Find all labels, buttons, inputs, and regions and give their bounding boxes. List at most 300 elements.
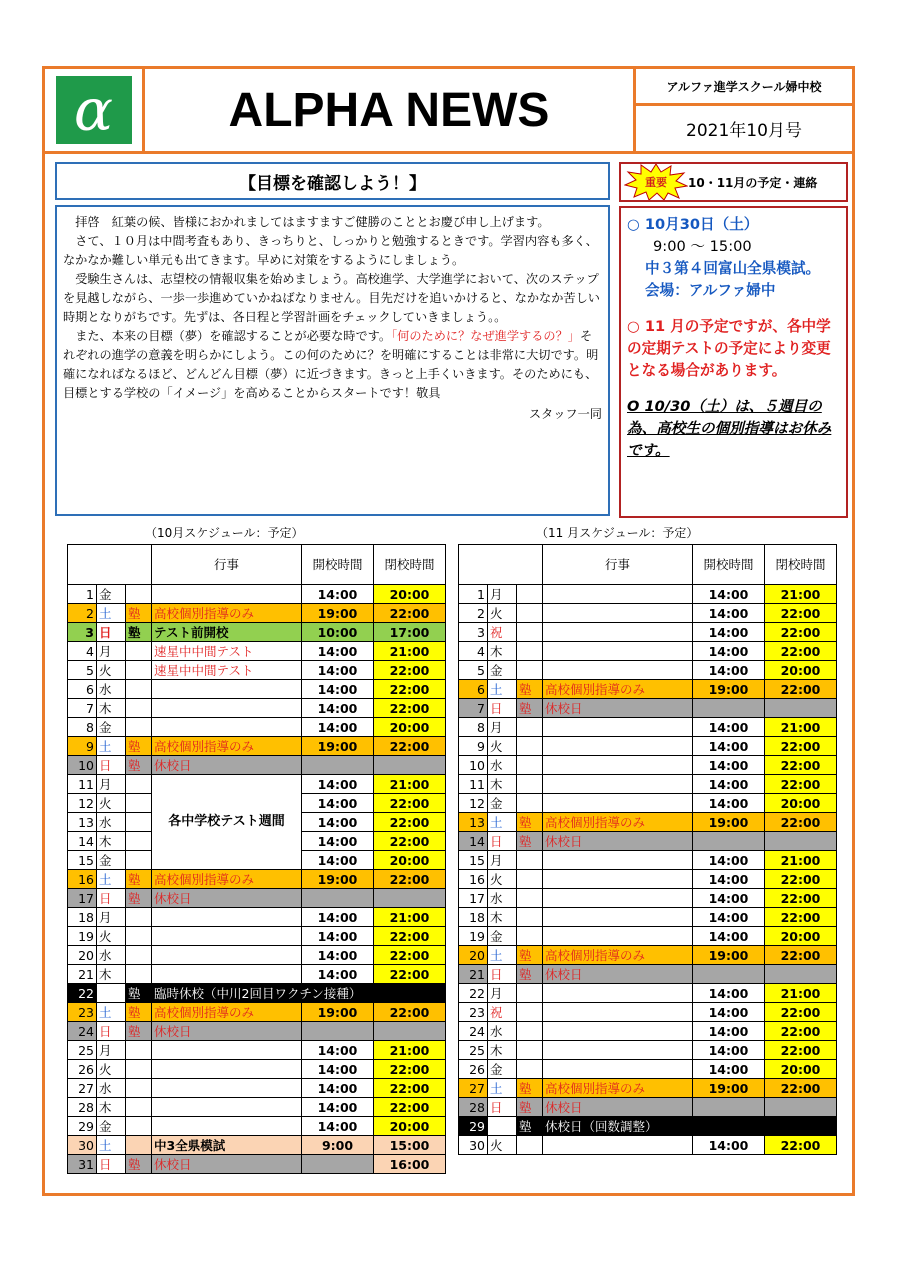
close-time: 22:00 <box>765 756 837 775</box>
weekday: 日 <box>488 965 517 984</box>
event: 中3全県模試 <box>152 1136 302 1155</box>
day-number: 21 <box>68 965 97 984</box>
juku-mark: 塾 <box>517 832 543 851</box>
day-number: 7 <box>68 699 97 718</box>
event: 休校日 <box>543 1098 693 1117</box>
table-row <box>68 1098 446 1117</box>
table-row <box>68 775 446 794</box>
table-row <box>68 680 446 699</box>
weekday: 木 <box>488 908 517 927</box>
weekday: 火 <box>488 737 517 756</box>
event: 休校日 <box>152 1155 302 1174</box>
important-badge: 重要 <box>645 176 667 189</box>
open-time: 14:00 <box>302 585 374 604</box>
open-time: 14:00 <box>302 927 374 946</box>
juku-mark <box>126 1079 152 1098</box>
day-number: 18 <box>68 908 97 927</box>
day-number: 24 <box>459 1022 488 1041</box>
day-number: 6 <box>68 680 97 699</box>
juku-mark <box>517 794 543 813</box>
close-time: 22:00 <box>374 1098 446 1117</box>
day-number: 22 <box>459 984 488 1003</box>
weekday: 日 <box>97 1022 126 1041</box>
day-number: 25 <box>459 1041 488 1060</box>
close-time: 20:00 <box>374 718 446 737</box>
open-time-none <box>302 1155 374 1174</box>
close-time: 22:00 <box>374 946 446 965</box>
day-number: 26 <box>68 1060 97 1079</box>
weekday: 金 <box>97 984 126 1003</box>
weekday: 月 <box>97 908 126 927</box>
weekday: 火 <box>97 1060 126 1079</box>
table-row <box>459 623 837 642</box>
letter-paragraph: 受験生さんは、志望校の情報収集を始めましょう。高校進学、大学進学において、次のステップを見越しながら、一歩一歩進めていかねばなりません。目先だけを追いかけると、なかなか苦しい時期となりがちです。先ずは、各日程と学習計画をチェックしていきましょう。。 <box>63 272 600 324</box>
close-time: 21:00 <box>765 585 837 604</box>
close-time: 20:00 <box>374 851 446 870</box>
juku-mark: 塾 <box>126 604 152 623</box>
open-time: 14:00 <box>693 794 765 813</box>
juku-mark <box>517 908 543 927</box>
day-number: 23 <box>68 1003 97 1022</box>
event: 高校個別指導のみ <box>543 813 693 832</box>
open-time: 19:00 <box>302 1003 374 1022</box>
oct-caption: （10月スケジュール：予定） <box>145 526 304 540</box>
day-number: 27 <box>68 1079 97 1098</box>
weekday: 日 <box>97 1155 126 1174</box>
open-time: 19:00 <box>302 737 374 756</box>
table-row <box>68 1136 446 1155</box>
weekday: 土 <box>97 1136 126 1155</box>
juku-mark: 塾 <box>517 946 543 965</box>
event: 高校個別指導のみ <box>152 604 302 623</box>
day-number: 4 <box>459 642 488 661</box>
juku-mark <box>517 604 543 623</box>
table-row <box>68 927 446 946</box>
close-time-none <box>374 756 446 775</box>
juku-mark: 塾 <box>517 1098 543 1117</box>
day-number: 14 <box>459 832 488 851</box>
notice-time: 9:00 ～ 15:00 <box>653 238 752 255</box>
table-row <box>68 737 446 756</box>
weekday: 日 <box>488 1098 517 1117</box>
header-day <box>68 545 152 585</box>
day-number: 18 <box>459 908 488 927</box>
table-row <box>68 604 446 623</box>
close-time: 22:00 <box>374 1060 446 1079</box>
weekday: 金 <box>97 1117 126 1136</box>
day-number: 25 <box>68 1041 97 1060</box>
day-number: 22 <box>68 984 97 1003</box>
letter-paragraph <box>63 327 602 403</box>
day-number: 10 <box>68 756 97 775</box>
weekday: 月 <box>488 984 517 1003</box>
juku-mark <box>126 965 152 984</box>
weekday: 水 <box>97 813 126 832</box>
juku-mark <box>126 718 152 737</box>
event <box>543 1136 693 1155</box>
day-number: 8 <box>459 718 488 737</box>
event <box>543 737 693 756</box>
open-time-none <box>693 1098 765 1117</box>
day-number: 28 <box>68 1098 97 1117</box>
juku-mark <box>517 1136 543 1155</box>
juku-mark <box>126 775 152 794</box>
weekday: 木 <box>97 965 126 984</box>
juku-mark: 塾 <box>517 1117 543 1136</box>
weekday: 火 <box>97 794 126 813</box>
weekday: 金 <box>97 585 126 604</box>
close-time: 20:00 <box>765 794 837 813</box>
day-number: 23 <box>459 1003 488 1022</box>
header-event: 行事 <box>543 545 693 585</box>
juku-mark: 塾 <box>126 1022 152 1041</box>
juku-mark <box>517 984 543 1003</box>
juku-mark <box>126 794 152 813</box>
notice-date: ○ 10月30日（土） <box>627 216 759 233</box>
weekday: 水 <box>97 1079 126 1098</box>
event: 速星中中間テスト <box>152 642 302 661</box>
close-time: 21:00 <box>374 908 446 927</box>
weekday: 金 <box>488 661 517 680</box>
day-number: 17 <box>459 889 488 908</box>
notice-holiday: O 10/30（土）は、５週目の為、高校生の個別指導はお休みです。 <box>627 398 832 459</box>
logo-glyph: α <box>73 76 114 144</box>
day-number: 13 <box>68 813 97 832</box>
notice-change: ○ 11 月の予定ですが、各中学の定期テストの予定により変更となる場合があります。 <box>627 318 831 379</box>
day-number: 16 <box>68 870 97 889</box>
close-time: 22:00 <box>374 680 446 699</box>
open-time: 14:00 <box>302 851 374 870</box>
table-row <box>68 756 446 775</box>
day-number: 28 <box>459 1098 488 1117</box>
weekday: 木 <box>97 1098 126 1117</box>
close-time: 22:00 <box>374 965 446 984</box>
close-time: 21:00 <box>374 775 446 794</box>
juku-mark <box>517 737 543 756</box>
close-time: 22:00 <box>374 737 446 756</box>
weekday: 木 <box>97 832 126 851</box>
close-time-none <box>374 1022 446 1041</box>
day-number: 10 <box>459 756 488 775</box>
open-time: 14:00 <box>693 927 765 946</box>
event <box>543 1022 693 1041</box>
close-time: 17:00 <box>374 623 446 642</box>
close-time: 22:00 <box>374 927 446 946</box>
day-number: 16 <box>459 870 488 889</box>
event: 高校個別指導のみ <box>152 1003 302 1022</box>
open-time: 14:00 <box>693 870 765 889</box>
letter-paragraph: 拝啓 紅葉の候、皆様におかれましてはますますご健勝のこととお慶び申し上げます。 <box>75 215 550 229</box>
event <box>152 908 302 927</box>
table-row <box>68 965 446 984</box>
table-row <box>459 1041 837 1060</box>
event <box>543 794 693 813</box>
juku-mark: 塾 <box>517 699 543 718</box>
letter-text: それぞれの進学の意義を明らかにしよう。この何のために？を明確にすることは非常に大切です。明確になればなるほど、どんどん目標（夢）に近づきます。きっと上手くいきます。そのためにも、目標とする学校の「イメージ」を高めることからスタートです！敬具 <box>63 329 599 400</box>
table-row <box>459 1117 837 1136</box>
table-row <box>459 813 837 832</box>
day-number: 9 <box>68 737 97 756</box>
header-open: 開校時間 <box>693 545 765 585</box>
table-row <box>68 946 446 965</box>
weekday: 日 <box>488 832 517 851</box>
close-time: 20:00 <box>765 927 837 946</box>
event: 高校個別指導のみ <box>152 870 302 889</box>
weekday: 土 <box>488 813 517 832</box>
day-number: 27 <box>459 1079 488 1098</box>
juku-mark: 塾 <box>126 984 152 1003</box>
weekday: 木 <box>97 699 126 718</box>
open-time: 14:00 <box>693 604 765 623</box>
open-time: 10:00 <box>302 623 374 642</box>
logo <box>42 66 145 154</box>
weekday: 金 <box>97 718 126 737</box>
juku-mark <box>126 1098 152 1117</box>
day-number: 8 <box>68 718 97 737</box>
juku-mark: 塾 <box>126 870 152 889</box>
open-time: 14:00 <box>693 585 765 604</box>
weekday: 火 <box>97 661 126 680</box>
notice-heading <box>619 162 848 202</box>
table-row <box>68 642 446 661</box>
table-row <box>459 1022 837 1041</box>
juku-mark <box>126 851 152 870</box>
juku-mark <box>517 1003 543 1022</box>
nov-caption: （11 月スケジュール：予定） <box>536 526 699 540</box>
event <box>152 1079 302 1098</box>
event <box>152 585 302 604</box>
table-row <box>459 642 837 661</box>
juku-mark <box>517 1041 543 1060</box>
event <box>543 642 693 661</box>
event <box>543 661 693 680</box>
day-number: 7 <box>459 699 488 718</box>
letter-text: また、本来の目標（夢）を確認することが必要な時です。 <box>75 329 392 343</box>
day-number: 12 <box>68 794 97 813</box>
open-time: 14:00 <box>302 946 374 965</box>
event <box>543 623 693 642</box>
notice-venue: 会場：アルファ婦中 <box>645 282 776 299</box>
close-time: 21:00 <box>765 984 837 1003</box>
close-time: 22:00 <box>374 699 446 718</box>
close-time: 22:00 <box>374 794 446 813</box>
close-time: 20:00 <box>374 585 446 604</box>
event: 休校日 <box>152 756 302 775</box>
open-time: 14:00 <box>693 737 765 756</box>
juku-mark: 塾 <box>126 889 152 908</box>
open-time: 14:00 <box>693 1003 765 1022</box>
day-number: 15 <box>68 851 97 870</box>
day-number: 5 <box>68 661 97 680</box>
day-number: 11 <box>68 775 97 794</box>
weekday: 月 <box>488 585 517 604</box>
weekday: 木 <box>488 775 517 794</box>
juku-mark <box>517 1022 543 1041</box>
header-close: 閉校時間 <box>374 545 446 585</box>
issue-date: 2021年10月号 <box>633 103 855 154</box>
open-time: 14:00 <box>693 623 765 642</box>
weekday: 月 <box>488 718 517 737</box>
weekday: 木 <box>488 642 517 661</box>
day-number: 1 <box>459 585 488 604</box>
day-number: 14 <box>68 832 97 851</box>
open-time: 14:00 <box>693 661 765 680</box>
open-time: 14:00 <box>693 1022 765 1041</box>
table-row <box>459 870 837 889</box>
event: テスト前開校 <box>152 623 302 642</box>
close-time: 22:00 <box>765 642 837 661</box>
table-row <box>459 661 837 680</box>
notice-event: 中３第４回富山全県模試。 <box>645 260 821 277</box>
juku-mark <box>126 585 152 604</box>
day-number: 20 <box>459 946 488 965</box>
table-row <box>459 965 837 984</box>
day-number: 15 <box>459 851 488 870</box>
table-row <box>459 889 837 908</box>
open-time: 19:00 <box>693 946 765 965</box>
open-time: 14:00 <box>693 984 765 1003</box>
goal-heading: 【目標を確認しよう！】 <box>55 162 610 200</box>
table-row <box>459 984 837 1003</box>
close-time: 21:00 <box>765 851 837 870</box>
weekday: 日 <box>97 623 126 642</box>
weekday: 土 <box>97 1003 126 1022</box>
header-day <box>459 545 543 585</box>
open-time-none <box>693 832 765 851</box>
table-row <box>459 604 837 623</box>
greeting-letter <box>55 205 610 516</box>
table-row <box>68 699 446 718</box>
open-time-none <box>693 699 765 718</box>
nov-schedule-table <box>458 544 837 1155</box>
event <box>543 1060 693 1079</box>
close-time: 21:00 <box>374 1041 446 1060</box>
table-row <box>68 1003 446 1022</box>
weekday: 金 <box>97 851 126 870</box>
juku-mark <box>517 661 543 680</box>
juku-mark <box>126 699 152 718</box>
table-row <box>459 851 837 870</box>
open-time: 14:00 <box>693 1060 765 1079</box>
close-time: 16:00 <box>374 1155 446 1174</box>
close-time: 22:00 <box>765 1136 837 1155</box>
close-time: 22:00 <box>765 1041 837 1060</box>
juku-mark: 塾 <box>517 813 543 832</box>
open-time: 9:00 <box>302 1136 374 1155</box>
day-number: 19 <box>68 927 97 946</box>
important-burst-icon <box>624 164 688 200</box>
day-number: 11 <box>459 775 488 794</box>
close-time-none <box>765 1098 837 1117</box>
notice-title: 10・11月の予定・連絡 <box>688 175 818 190</box>
table-row <box>68 1117 446 1136</box>
close-time: 22:00 <box>765 813 837 832</box>
event: 休校日 <box>152 1022 302 1041</box>
school-name: アルファ進学スクール婦中校 <box>633 66 855 106</box>
close-time: 21:00 <box>765 718 837 737</box>
oct-schedule-table <box>67 544 446 1174</box>
weekday: 水 <box>488 1022 517 1041</box>
weekday: 火 <box>488 1136 517 1155</box>
open-time-none <box>302 889 374 908</box>
close-time-none <box>765 965 837 984</box>
table-row <box>459 1098 837 1117</box>
header-event: 行事 <box>152 545 302 585</box>
table-row <box>68 1022 446 1041</box>
open-time: 14:00 <box>693 718 765 737</box>
open-time-none <box>693 965 765 984</box>
open-time: 14:00 <box>302 813 374 832</box>
weekday: 土 <box>97 870 126 889</box>
newsletter-title: ALPHA NEWS <box>142 66 636 154</box>
table-row <box>459 718 837 737</box>
table-row <box>68 1155 446 1174</box>
day-number: 29 <box>68 1117 97 1136</box>
juku-mark <box>126 661 152 680</box>
letter-highlight: 「何のために？なぜ進学するの？」 <box>391 329 580 343</box>
weekday: 土 <box>488 946 517 965</box>
open-time: 14:00 <box>693 1041 765 1060</box>
event <box>543 604 693 623</box>
table-row <box>459 832 837 851</box>
table-row <box>68 661 446 680</box>
juku-mark <box>517 585 543 604</box>
close-time: 22:00 <box>765 908 837 927</box>
event: 高校個別指導のみ <box>543 1079 693 1098</box>
open-time: 19:00 <box>693 813 765 832</box>
close-time: 22:00 <box>374 1079 446 1098</box>
weekday: 土 <box>97 604 126 623</box>
day-number: 5 <box>459 661 488 680</box>
open-time: 14:00 <box>302 794 374 813</box>
event <box>152 1098 302 1117</box>
table-row <box>68 1060 446 1079</box>
table-row <box>459 585 837 604</box>
close-time: 20:00 <box>765 661 837 680</box>
juku-mark <box>126 908 152 927</box>
day-number: 2 <box>459 604 488 623</box>
close-time: 22:00 <box>765 1003 837 1022</box>
day-number: 4 <box>68 642 97 661</box>
day-number: 6 <box>459 680 488 699</box>
table-row <box>459 737 837 756</box>
close-time: 22:00 <box>765 737 837 756</box>
open-time: 14:00 <box>302 642 374 661</box>
weekday: 木 <box>488 1041 517 1060</box>
day-number: 31 <box>68 1155 97 1174</box>
juku-mark <box>517 623 543 642</box>
juku-mark: 塾 <box>517 1079 543 1098</box>
weekday: 水 <box>488 889 517 908</box>
weekday: 日 <box>97 756 126 775</box>
juku-mark: 塾 <box>126 1003 152 1022</box>
juku-mark <box>126 832 152 851</box>
day-number: 30 <box>68 1136 97 1155</box>
event <box>152 1060 302 1079</box>
table-row <box>459 775 837 794</box>
event <box>152 1041 302 1060</box>
table-row <box>459 794 837 813</box>
event <box>543 585 693 604</box>
open-time: 14:00 <box>693 908 765 927</box>
open-time: 19:00 <box>302 604 374 623</box>
table-row <box>459 1060 837 1079</box>
event <box>543 1041 693 1060</box>
juku-mark: 塾 <box>126 623 152 642</box>
table-row <box>459 1003 837 1022</box>
juku-mark <box>126 1060 152 1079</box>
event: 高校個別指導のみ <box>543 680 693 699</box>
